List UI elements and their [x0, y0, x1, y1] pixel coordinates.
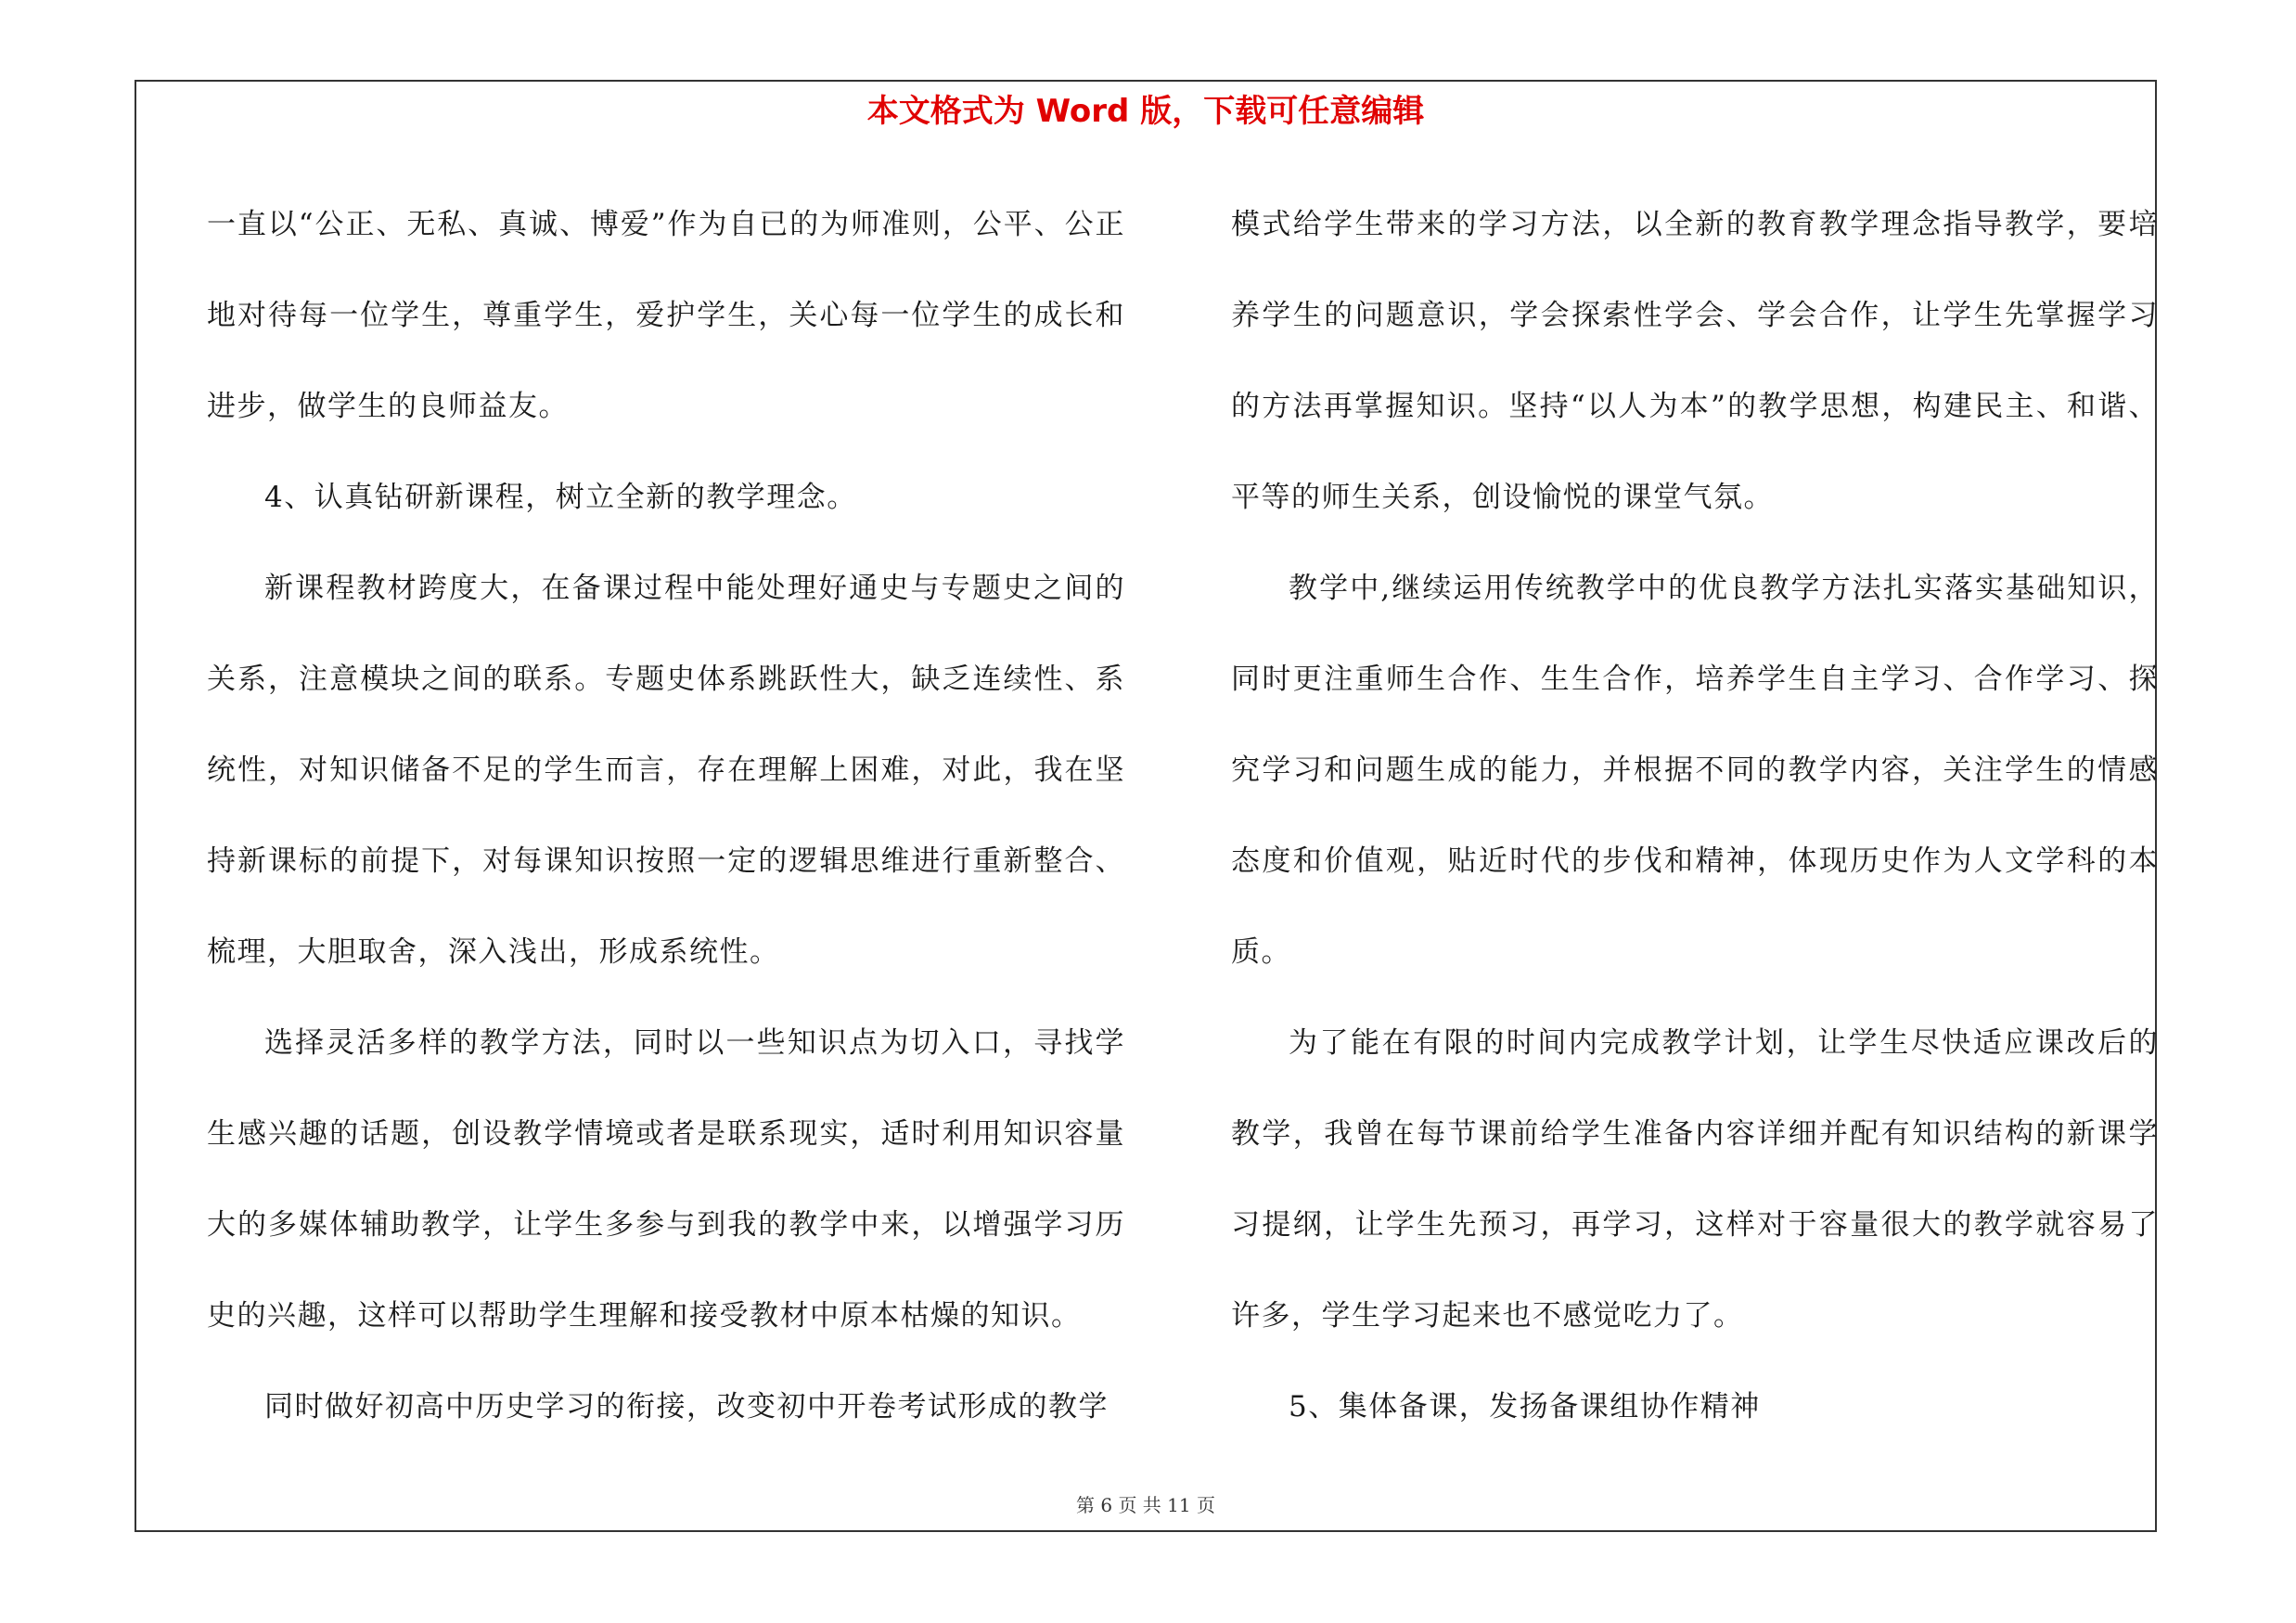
paragraph: 一直以“公正、无私、真诚、博爱”作为自已的为师准则，公平、公正地对待每一位学生，尊重学生，爱护学生，关心每一位学生的成长和进步，做学生的良师益友。: [207, 208, 1125, 423]
section-heading-4: 4、认真钻研新课程，树立全新的教学理念。: [264, 481, 857, 514]
section-heading-5: 5、集体备课，发扬备课组协作精神: [1289, 1390, 1761, 1423]
right-column: [1231, 179, 2159, 1452]
page-frame: [135, 80, 2157, 1532]
paragraph: 同时做好初高中历史学习的衔接，改变初中开卷考试形成的教学: [264, 1390, 1109, 1423]
paragraph: 新课程教材跨度大，在备课过程中能处理好通史与专题史之间的关系，注意模块之间的联系。专题史体系跳跃性大，缺乏连续性、系统性，对知识储备不足的学生而言，存在理解上困难，对此，我在坚持新课标的前提下，对每课知识按照一定的逻辑思维进行重新整合、梳理，大胆取舍，深入浅出，形成系统性。: [207, 572, 1125, 969]
paragraph: 模式给学生带来的学习方法，以全新的教育教学理念指导教学，要培养学生的问题意识，学会探索性学会、学会合作，让学生先掌握学习的方法再掌握知识。坚持“以人为本”的教学思想，构建民主、和谐、平等的师生关系，创设愉悦的课堂气氛。: [1231, 208, 2159, 514]
paragraph: 教学中,继续运用传统教学中的优良教学方法扎实落实基础知识，同时更注重师生合作、生生合作，培养学生自主学习、合作学习、探究学习和问题生成的能力，并根据不同的教学内容，关注学生的情感态度和价值观，贴近时代的步伐和精神，体现历史作为人文学科的本质。: [1231, 572, 2159, 969]
left-column: [207, 179, 1125, 1452]
paragraph: 为了能在有限的时间内完成教学计划，让学生尽快适应课改后的教学，我曾在每节课前给学生准备内容详细并配有知识结构的新课学习提纲，让学生先预习，再学习，这样对于容量很大的教学就容易了许多，学生学习起来也不感觉吃力了。: [1231, 1026, 2159, 1333]
header-banner: 本文格式为 Word 版，下载可任意编辑: [866, 93, 1425, 130]
paragraph: 选择灵活多样的教学方法，同时以一些知识点为切入口，寻找学生感兴趣的话题，创设教学情境或者是联系现实，适时利用知识容量大的多媒体辅助教学，让学生多参与到我的教学中来，以增强学习历史的兴趣，这样可以帮助学生理解和接受教材中原本枯燥的知识。: [207, 1026, 1125, 1333]
page-number: 第 6 页 共 11 页: [1076, 1494, 1215, 1516]
